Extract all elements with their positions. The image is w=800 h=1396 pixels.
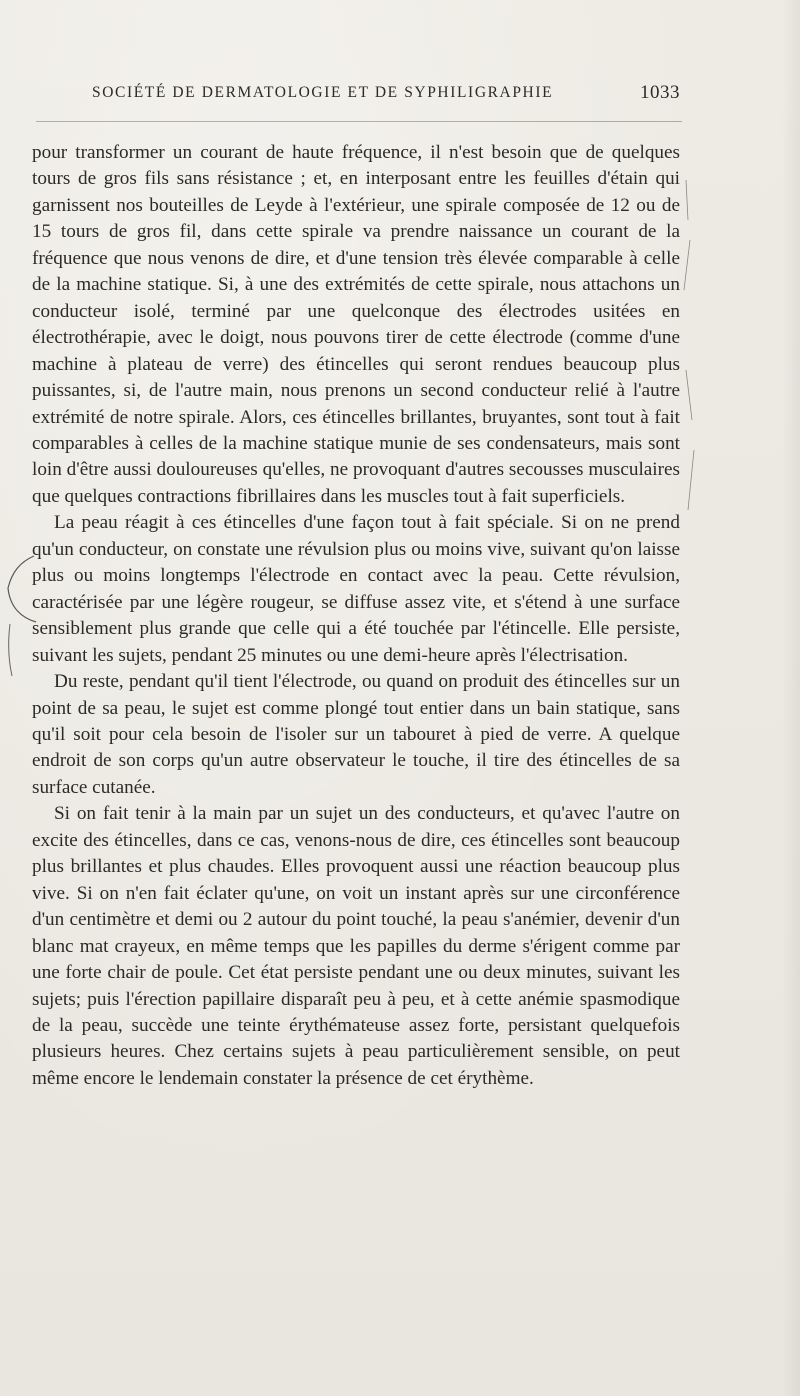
bleed-through-marks-icon: [672, 180, 712, 540]
paragraph-3: Du reste, pendant qu'il tient l'électrode, ou quand on produit des étincelles sur un point de sa peau, le sujet est comme plongé tout entier dans un bain statique, sans qu'il soit pour cela besoin de l'isoler sur un tabouret à pied de verre. A quelque endroit de son corps qu'un autre observateur le touche, il tire des étincelles de sa surface cutanée.: [32, 671, 680, 798]
running-head: [92, 82, 684, 108]
header-rule: [36, 121, 682, 122]
body-text: [32, 140, 680, 1092]
paragraph-2: La peau réagit à ces étincelles d'une façon tout à fait spéciale. Si on ne prend qu'un conducteur, on constate une révulsion plus ou moins vive, suivant qu'on laisse plus ou moins longtemps l'électrode en contact avec la peau. Cette révulsion, caractérisée par une légère rougeur, se diffuse assez vite, et s'étend à une surface sensiblement plus grande que celle qui a été touchée par l'étincelle. Elle persiste, suivant les sujets, pendant 25 minutes ou une demi-heure après l'électrisation.: [32, 512, 680, 666]
page-number: 1033: [640, 82, 680, 103]
paragraph-1: pour transformer un courant de haute fréquence, il n'est besoin que de quelques tours de gros fils sans résistance ; et, en interposant entre les feuilles d'étain qui garnissent nos bouteilles de Leyde à l'extérieur, une spirale composée de 12 ou de 15 tours de gros fil, dans cette spirale va prendre naissance un courant de la fréquence que nous venons de dire, et d'une tension très élevée comparable à celle de la machine statique. Si, à une des extrémités de cette spirale, nous attachons un conducteur isolé, terminé par une quelconque des électrodes usitées en électrothérapie, avec le doigt, nous pouvons tirer de cette électrode (comme d'une machine à plateau de verre) des étincelles qui seront rendues beaucoup plus puissantes, si, de l'autre main, nous prenons un second conducteur relié à l'autre extrémité de notre spirale. Alors, ces étincelles brillantes, bruyantes, sont tout à fait comparables à celles de la machine statique munie de ses condensateurs, mais sont loin d'être aussi douloureuses qu'elles, ne provoquant d'autres secousses musculaires que quelques contractions fibrillaires dans les muscles tout à fait superficiels.: [32, 142, 680, 507]
page-edge-shadow: [782, 0, 800, 1396]
running-title: SOCIÉTÉ DE DERMATOLOGIE ET DE SYPHILIGRAPHIE: [92, 84, 554, 101]
paragraph-4: Si on fait tenir à la main par un sujet un des conducteurs, et qu'avec l'autre on excite des étincelles, dans ce cas, venons-nous de dire, ces étincelles sont beaucoup plus brillantes et plus chaudes. Elles provoquent aussi une réaction beaucoup plus vive. Si on n'en fait éclater qu'une, on voit un instant après sur une circonférence d'un centimètre et demi ou 2 autour du point touché, la peau s'anémier, devenir d'un blanc mat crayeux, en même temps que les papilles du derme s'érigent comme par une forte chair de poule. Cet état persiste pendant une ou deux minutes, suivant les sujets; puis l'érection papillaire disparaît peu à peu, et à cette anémie spasmodique de la peau, succède une teinte érythémateuse assez forte, persistant quelquefois plusieurs heures. Chez certains sujets à peau particulièrement sensible, on peut même encore le lendemain constater la présence de cet érythème.: [32, 803, 680, 1089]
pencil-margin-mark-icon: [0, 548, 40, 688]
